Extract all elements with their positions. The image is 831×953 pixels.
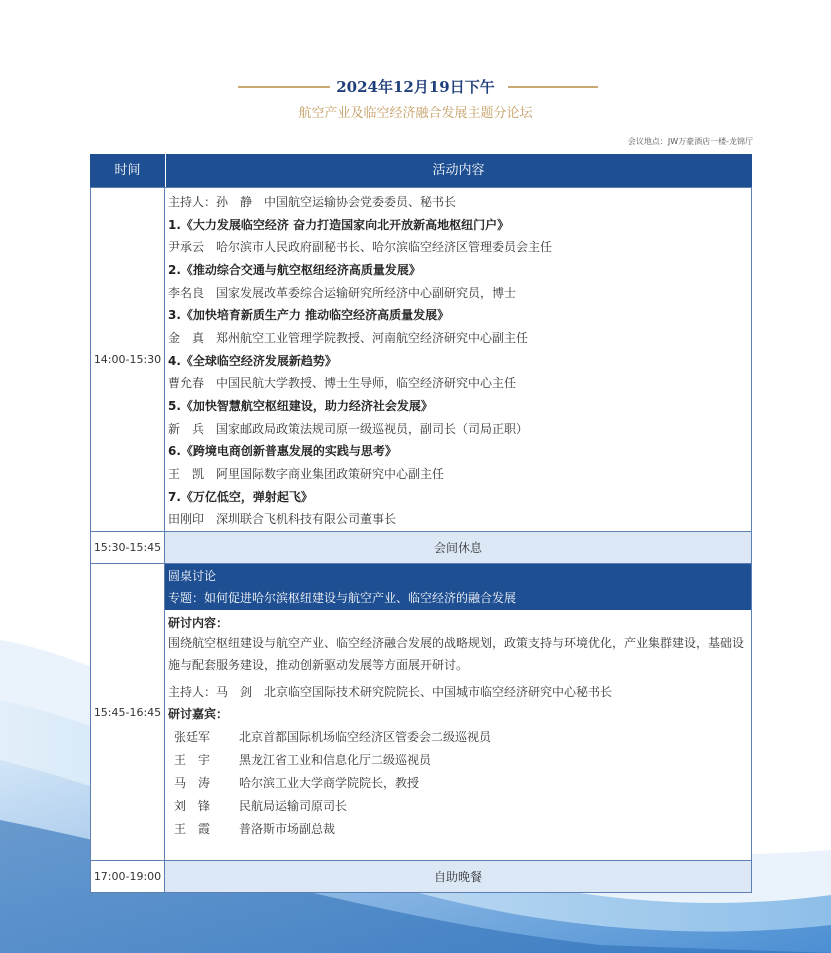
session1-line: 曹允春 中国民航大学教授、博士生导师，临空经济研究中心主任 — [168, 376, 517, 390]
session2-time: 15:45-16:45 — [90, 563, 165, 861]
discussion-label: 研讨内容： — [168, 616, 229, 630]
discussion-text: 围绕航空枢纽建设与航空产业、临空经济融合发展的战略规划，政策支持与环境优化，产业集群建设，基础设施与配套服务建设，推动创新驱动发展等方面展开研讨。 — [168, 636, 745, 672]
guests-label: 研讨嘉宾： — [168, 707, 229, 721]
guest-name: 王 霞 — [174, 822, 211, 836]
guest-name: 刘 锋 — [174, 799, 211, 813]
session1-line: 李名良 国家发展改革委综合运输研究所经济中心副研究员，博士 — [168, 286, 517, 300]
session1-line: 6.《跨境电商创新普惠发展的实践与思考》 — [168, 444, 397, 458]
roundtable-band — [165, 564, 751, 610]
forum-subtitle: 航空产业及临空经济融合发展主题分论坛 — [298, 106, 533, 121]
session1-line: 4.《全球临空经济发展新趋势》 — [168, 354, 337, 368]
dinner-time: 17:00-19:00 — [90, 860, 165, 893]
session1-line: 新 兵 国家邮政局政策法规司原一级巡视员，副司长（司局正职） — [168, 422, 529, 436]
session1-line: 田刚印 深圳联合飞机科技有限公司董事长 — [168, 512, 397, 526]
session1-line: 主持人：孙 静 中国航空运输协会党委委员、秘书长 — [168, 195, 457, 209]
session1-line: 1.《大力发展临空经济 奋力打造国家向北开放新高地枢纽门户》 — [168, 218, 510, 232]
dinner-label: 自助晚餐 — [165, 860, 752, 893]
venue-info: 会议地点：JW万豪酒店一楼-龙锦厅 — [627, 137, 753, 146]
roundtable-title: 圆桌讨论 — [168, 569, 217, 583]
session1-time: 14:00-15:30 — [90, 187, 165, 532]
header-time: 时间 — [90, 154, 166, 187]
session1-line: 尹承云 哈尔滨市人民政府副秘书长、哈尔滨临空经济区管理委员会主任 — [168, 240, 553, 254]
header-content: 活动内容 — [432, 163, 485, 178]
guest-title: 普洛斯市场副总裁 — [239, 822, 336, 836]
guest-title: 民航局运输司原司长 — [239, 799, 348, 813]
page-title-date: 2024年12月19日下午 — [336, 78, 495, 96]
session1-line: 王 凯 阿里国际数字商业集团政策研究中心副主任 — [168, 467, 445, 481]
break-label: 会间休息 — [165, 531, 752, 564]
session1-line: 5.《加快智慧航空枢纽建设，助力经济社会发展》 — [168, 399, 433, 413]
guest-title: 哈尔滨工业大学商学院院长，教授 — [239, 776, 420, 790]
guest-title: 黑龙江省工业和信息化厅二级巡视员 — [239, 753, 432, 767]
session2-content — [165, 563, 752, 861]
session1-line: 金 真 郑州航空工业管理学院教授、河南航空经济研究中心副主任 — [168, 331, 529, 345]
session1-content — [165, 187, 752, 532]
session1-line: 3.《加快培育新质生产力 推动临空经济高质量发展》 — [168, 308, 450, 322]
guest-name: 张廷军 — [174, 730, 211, 744]
guest-name: 王 宇 — [174, 753, 211, 767]
session2-host: 主持人：马 剑 北京临空国际技术研究院院长、中国城市临空经济研究中心秘书长 — [168, 685, 613, 699]
guest-title: 北京首都国际机场临空经济区管委会二级巡视员 — [239, 730, 492, 744]
roundtable-topic: 专题：如何促进哈尔滨枢纽建设与航空产业、临空经济的融合发展 — [168, 591, 517, 605]
guest-name: 马 涛 — [174, 776, 211, 790]
session1-line: 7.《万亿低空，弹射起飞》 — [168, 490, 313, 504]
break-time: 15:30-15:45 — [90, 531, 165, 564]
session1-line: 2.《推动综合交通与航空枢纽经济高质量发展》 — [168, 263, 421, 277]
table-header — [90, 154, 752, 187]
